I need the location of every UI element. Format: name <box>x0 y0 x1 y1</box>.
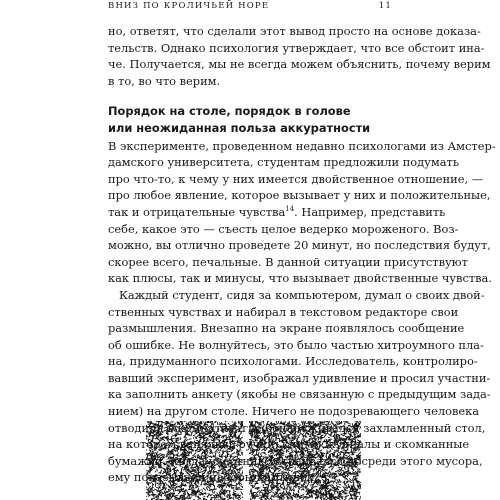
heading-line: или неожиданная польза аккуратности <box>108 120 371 135</box>
noise-pattern-left <box>146 421 243 500</box>
text-fragment: так и отрицательные чувства <box>108 204 286 219</box>
noise-pattern-right <box>249 421 361 500</box>
page-number: 11 <box>378 1 392 11</box>
paragraph-continued <box>108 23 491 89</box>
text-fragment: . Например, представить <box>294 204 446 219</box>
heading-line: Порядок на столе, порядок в голове <box>108 104 351 119</box>
paragraph-experiment <box>108 138 496 287</box>
text-line: об ошибке. Не волнуйтесь, это было частью хитроумного пла- <box>108 337 484 352</box>
text-line: Каждый студент, сидя за компьютером, думал о своих двой- <box>119 287 485 302</box>
text-line: можно, вы отлично проведете 20 минут, но последствия будут, <box>108 238 491 253</box>
text-line: размышления. Внезапно на экране появлялось сообщение <box>108 321 465 336</box>
text-line: бумажки. Когда участник устраивался посреди этого мусора, <box>108 453 483 468</box>
text-line: ственных чувствах и набирал в текстовом редакторе свои <box>108 304 459 319</box>
text-line: в то, во что верим. <box>108 73 221 88</box>
page-body <box>108 23 496 486</box>
text-line: скорее всего, печальные. В данной ситуации присутствуют <box>108 254 468 269</box>
text-line: про любое явление, которое вызывает у них и положительные, <box>108 188 491 203</box>
text-line: ка заполнить анкету (якобы не связанную с предыдущим зада- <box>108 387 491 402</box>
text-line <box>108 204 446 221</box>
text-line: но, ответят, что сделали этот вывод просто на основе доказа- <box>108 24 481 38</box>
text-line: нием) на другом столе. Ничего не подозревающего человека <box>108 404 480 419</box>
text-line: ему показывали наборы картинок. <box>108 470 318 485</box>
text-line: себе, какое это — съесть целое ведерко мороженого. Воз- <box>108 221 459 236</box>
text-line: на котором валялись ручки, книги, журналы и скомканные <box>108 437 470 452</box>
text-line: тельств. Однако психология утверждает, что все обстоит ина- <box>108 40 485 55</box>
stimulus-images <box>146 421 366 500</box>
text-line: отводили в комнатку, где обнаруживался захламленный стол, <box>108 420 486 435</box>
text-line: В эксперименте, проведенном недавно психологами из Амстер- <box>108 138 496 153</box>
footnote-reference[interactable]: 14 <box>285 205 295 214</box>
running-header <box>108 0 392 12</box>
text-line: на, придуманного психологами. Исследователь, контролиро- <box>108 354 478 369</box>
text-line: про что-то, к чему у них имеется двойственное отношение, — <box>108 171 484 186</box>
section-heading <box>108 103 400 136</box>
text-line: дамского университета, студентам предложили подумать <box>108 155 460 170</box>
text-line: вавший эксперимент, изображал удивление и просил участни- <box>108 370 491 385</box>
text-line: как плюсы, так и минусы, что вызывает двойственные чувства. <box>108 271 492 286</box>
text-line: че. Получается, мы не всегда можем объяснить, почему верим <box>108 57 491 72</box>
running-title: ВНИЗ ПО КРОЛИЧЬЕЙ НОРЕ <box>108 1 270 11</box>
